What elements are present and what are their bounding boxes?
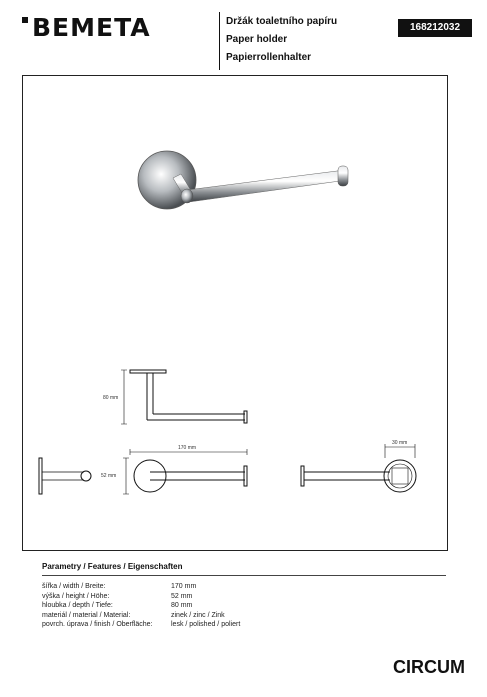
param-value: 170 mm — [171, 583, 197, 590]
param-label: povrch. úprava / finish / Oberfläche: — [42, 621, 153, 628]
brand-logo: BEMETA — [32, 13, 151, 42]
parameters-title: Parametry / Features / Eigenschaften — [42, 562, 183, 571]
title-en: Paper holder — [226, 34, 288, 45]
dim-depth-label: 52 mm — [101, 473, 117, 479]
param-label: výška / height / Höhe: — [42, 592, 110, 600]
product-code-badge: 168212032 — [398, 19, 472, 37]
param-label: materiál / material / Material: — [42, 611, 131, 619]
param-label: šířka / width / Breite: — [42, 583, 106, 590]
param-value: 52 mm — [171, 592, 193, 600]
param-value: 80 mm — [171, 602, 193, 609]
param-value: lesk / polished / poliert — [171, 621, 241, 628]
title-cz: Držák toaletního papíru — [226, 16, 338, 27]
dim-length-label: 170 mm — [178, 445, 197, 451]
param-label: hloubka / depth / Tiefe: — [42, 602, 113, 609]
dim-diameter-label: 30 mm — [392, 440, 408, 446]
param-value: zinek / zinc / Zink — [171, 611, 225, 619]
dim-height-label: 80 mm — [103, 395, 119, 401]
series-name: CIRCUM — [393, 657, 465, 677]
parameters-divider — [42, 575, 446, 576]
title-de: Papierrollenhalter — [226, 52, 312, 63]
